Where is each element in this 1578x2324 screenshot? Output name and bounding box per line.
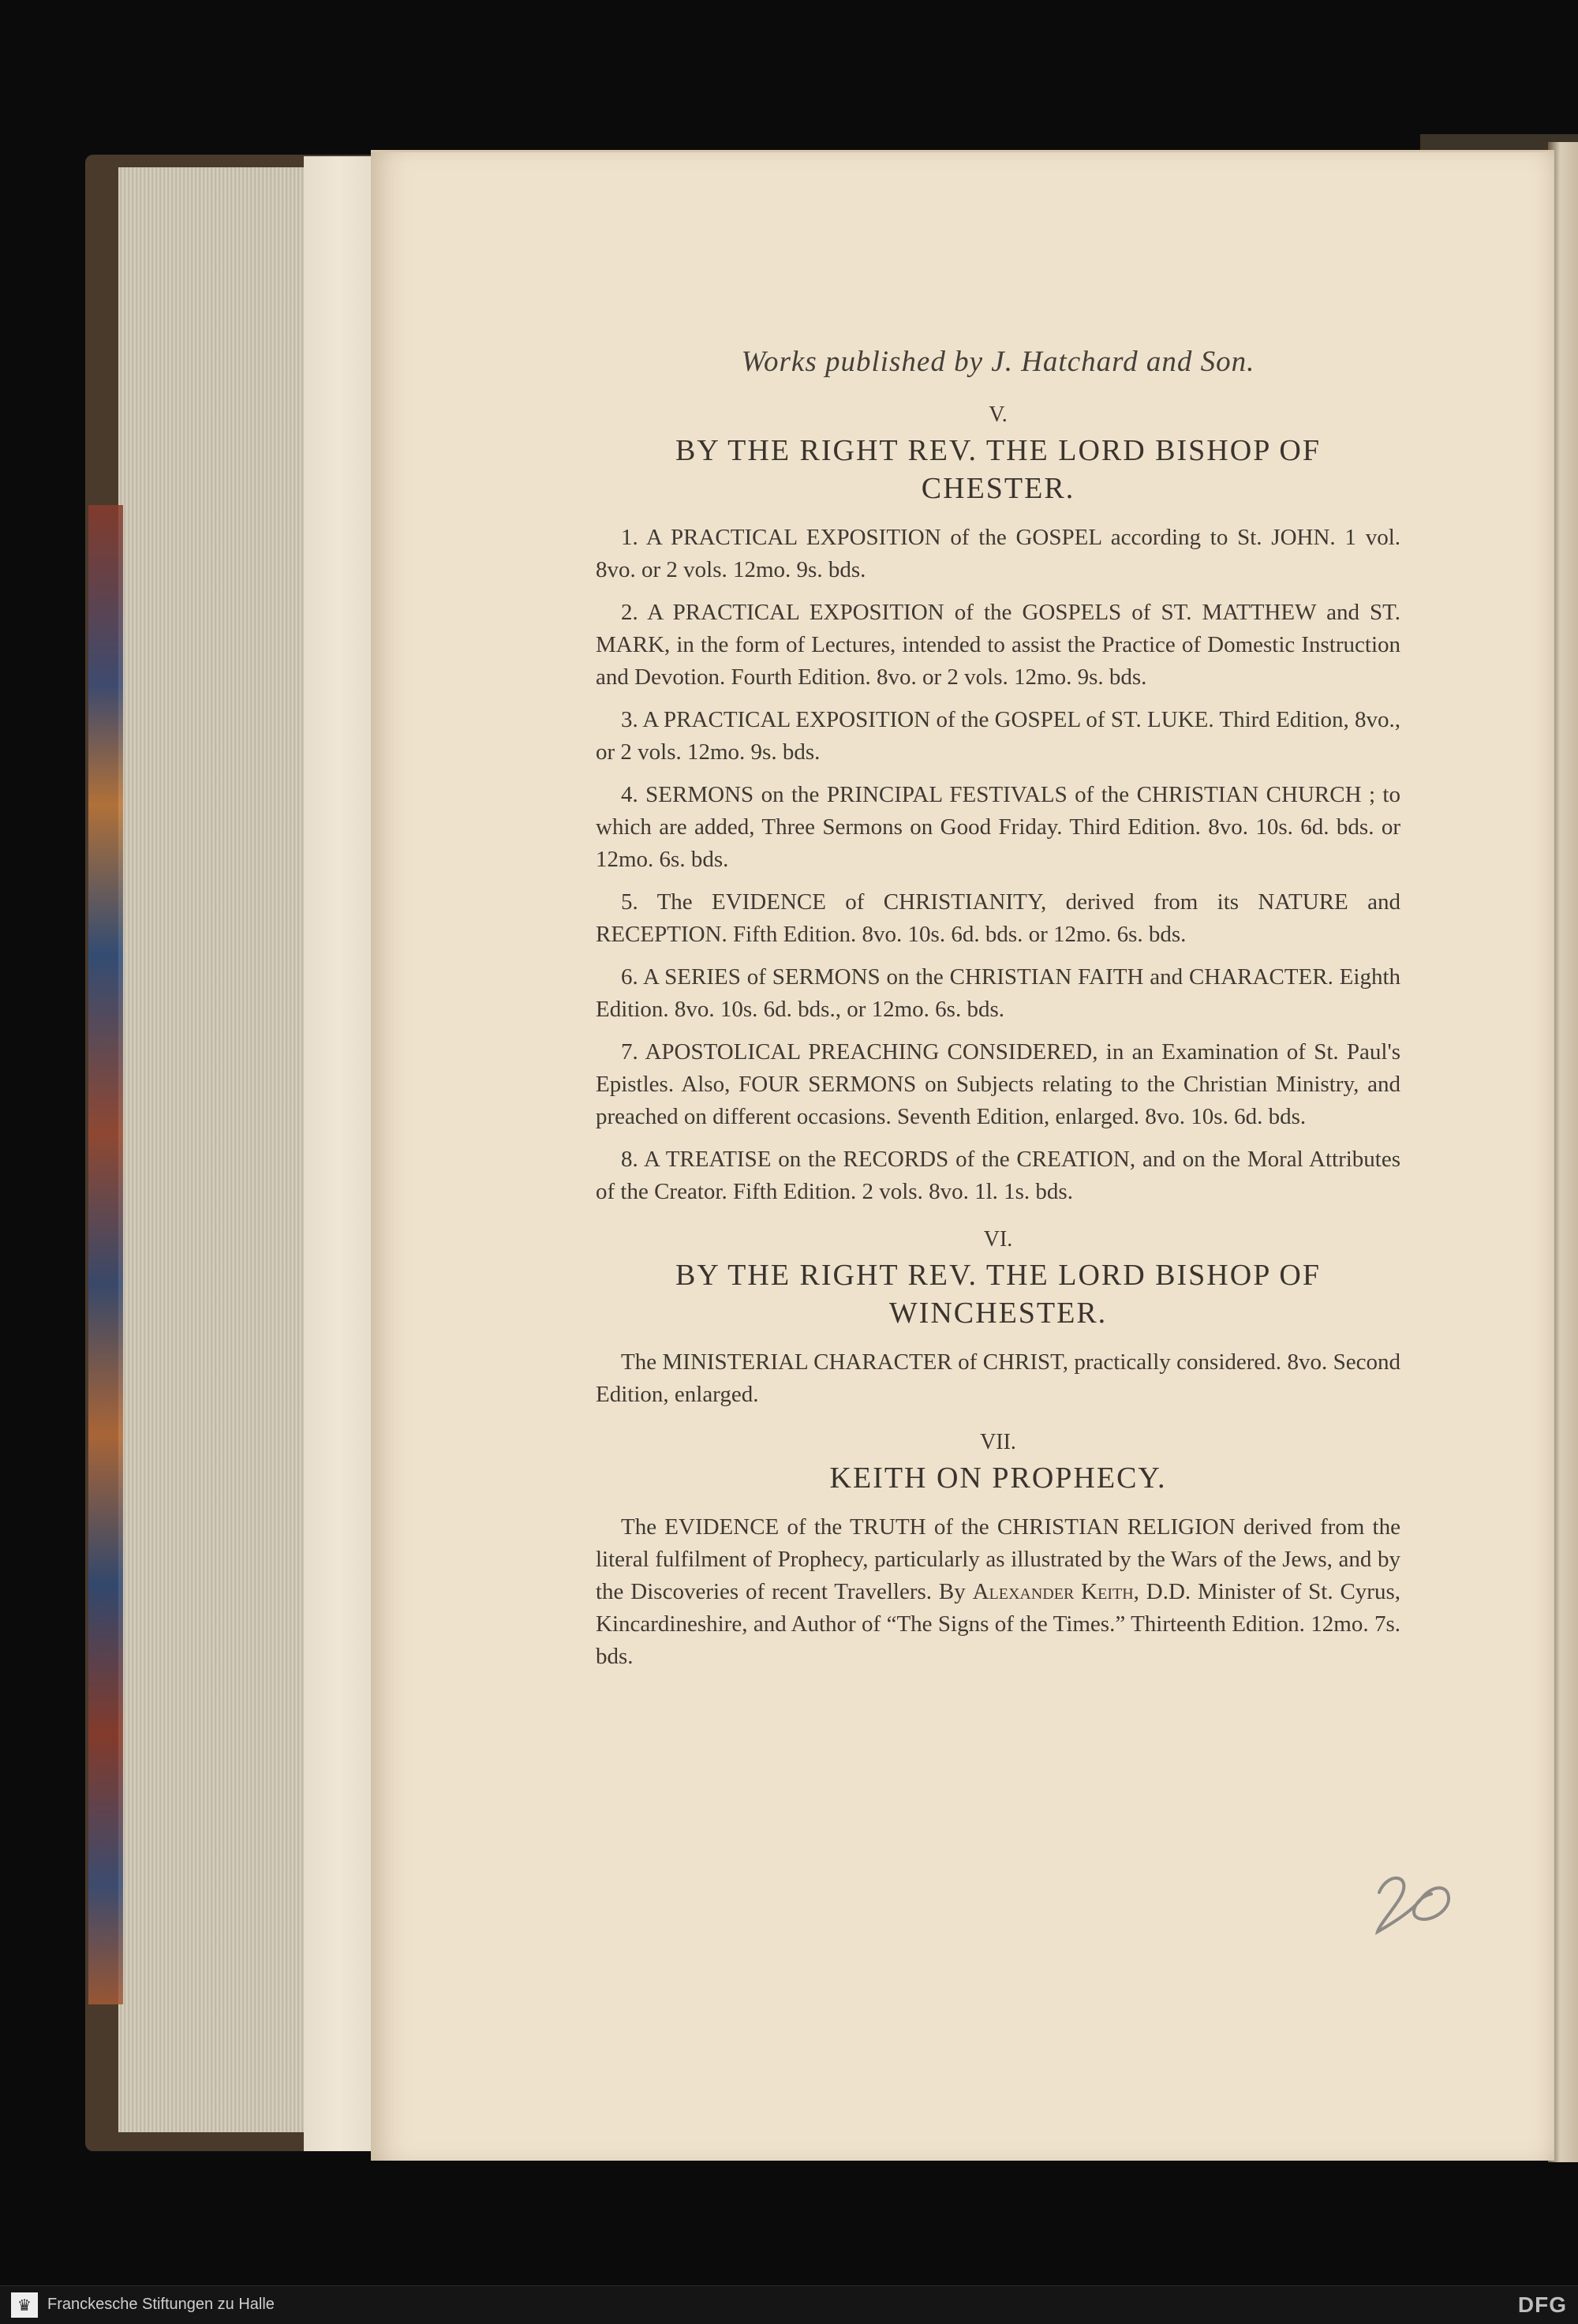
page-fore-edge: [118, 167, 316, 2132]
pencil-annotation-text: 20: [1365, 1862, 1366, 1863]
section-title-line: BY THE RIGHT REV. THE LORD BISHOP OF: [675, 434, 1321, 467]
book-entry: [596, 1511, 1400, 1673]
section-title-line: CHESTER.: [921, 472, 1075, 505]
section-numeral: VII.: [980, 1430, 1016, 1454]
marbled-endpaper: [88, 505, 123, 2004]
section-numeral: V.: [989, 402, 1008, 427]
section-title: [596, 1256, 1400, 1332]
running-head: Works published by J. Hatchard and Son.: [741, 346, 1255, 378]
section-title-line: WINCHESTER.: [888, 1297, 1108, 1330]
book-entry: 1. A PRACTICAL EXPOSITION of the GOSPEL according to St. JOHN. 1 vol. 8vo. or 2 vols. 12mo. 9s. bds.: [596, 525, 1400, 582]
dfg-logo[interactable]: DFG: [1517, 2292, 1567, 2317]
entry-text: The EVIDENCE of the TRUTH of the CHRISTIAN RELIGION derived from the literal fulfilment of Prophecy, particularly as illustrated by the Wars of the Jews, and by the Discoveries of recent Travellers. By: [596, 1514, 1400, 1604]
viewer-footer: [0, 2285, 1578, 2324]
book-entry: 6. A SERIES of SERMONS on the CHRISTIAN FAITH and CHARACTER. Eighth Edition. 8vo. 10s. 6d. bds., or 12mo. 6s. bds.: [596, 964, 1400, 1022]
entry-text: , D.D. Minister of St. Cyrus, Kincardineshire, and Author of “The Signs of the Times.” Thirteenth Edition. 12mo. 7s. bds.: [596, 1579, 1401, 1669]
institution-name[interactable]: Franckesche Stiftungen zu Halle: [47, 2296, 275, 2313]
book-entry: 2. A PRACTICAL EXPOSITION of the GOSPELS of ST. MATTHEW and ST. MARK, in the form of Lectures, intended to assist the Practice of Domestic Instruction and Devotion. Fourth Edition. 8vo. or 2 vols. 12mo. 9s. bds.: [596, 600, 1400, 690]
institution-logo-icon: ♛: [11, 2292, 38, 2318]
book-entry: The MINISTERIAL CHARACTER of CHRIST, practically considered. 8vo. Second Edition, enlarged.: [596, 1349, 1400, 1407]
book-entry: 3. A PRACTICAL EXPOSITION of the GOSPEL of ST. LUKE. Third Edition, 8vo., or 2 vols. 12mo. 9s. bds.: [596, 707, 1400, 765]
pencil-annotation: [1365, 1862, 1460, 1941]
book-entry: 8. A TREATISE on the RECORDS of the CREATION, and on the Moral Attributes of the Creator. Fifth Edition. 2 vols. 8vo. 1l. 1s. bds.: [596, 1147, 1400, 1204]
page-content: [596, 346, 1400, 1683]
book-entry: 4. SERMONS on the PRINCIPAL FESTIVALS of the CHRISTIAN CHURCH ; to which are added, Three Sermons on Good Friday. Third Edition. 8vo. 10s. 6d. bds. or 12mo. 6s. bds.: [596, 782, 1400, 872]
book-entry: 5. The EVIDENCE of CHRISTIANITY, derived from its NATURE and RECEPTION. Fifth Edition. 8vo. 10s. 6d. bds. or 12mo. 6s. bds.: [596, 889, 1400, 947]
section-title-line: BY THE RIGHT REV. THE LORD BISHOP OF: [675, 1259, 1321, 1292]
book-entry: 7. APOSTOLICAL PREACHING CONSIDERED, in an Examination of St. Paul's Epistles. Also, FOUR SERMONS on Subjects relating to the Christian Ministry, and preached on different occasions. Seventh Edition, enlarged. 8vo. 10s. 6d. bds.: [596, 1039, 1400, 1129]
section-title: [596, 432, 1400, 507]
section-title: [596, 1459, 1400, 1497]
section-numeral: VI.: [983, 1227, 1013, 1252]
author-name: Alexander Keith: [972, 1579, 1134, 1604]
section-title-line: KEITH ON PROPHECY.: [829, 1461, 1167, 1495]
